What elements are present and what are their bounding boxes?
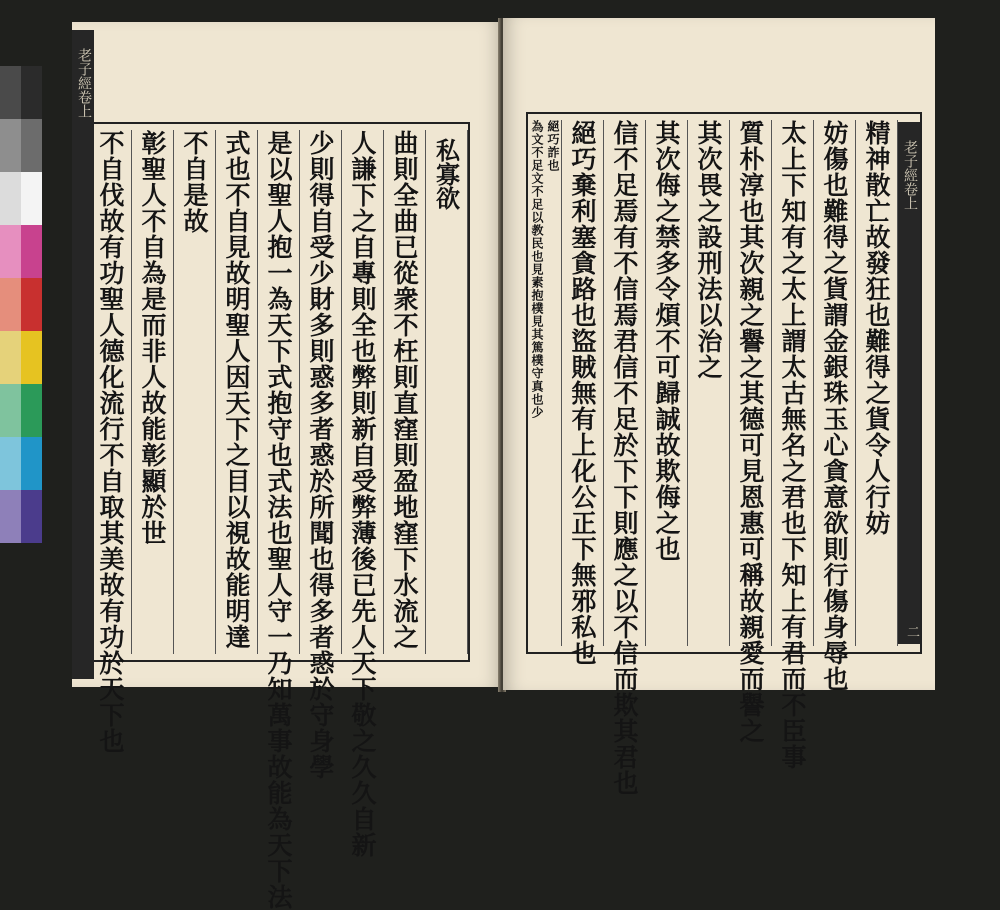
right-margin-title: 老子經卷上 bbox=[902, 140, 918, 210]
right-column-text: 其次畏之設刑法以治之 bbox=[694, 120, 723, 380]
left-column-text: 曲則全曲已從衆不枉則直窪則盈地窪下水流之 bbox=[390, 130, 419, 650]
left-column-5 bbox=[215, 130, 258, 654]
color-swatch bbox=[0, 66, 21, 119]
right-column-8 bbox=[561, 120, 604, 666]
color-swatch bbox=[21, 225, 42, 278]
color-swatch bbox=[0, 225, 21, 278]
right-column-text: 妨傷也難得之貨謂金銀珠玉心貪意欲則行傷身辱也 bbox=[820, 120, 849, 692]
right-column-text: 為文不足文不足以教民也見素抱樸見其篤樸守真也少 bbox=[530, 120, 544, 419]
left-column-text: 不自是故 bbox=[180, 130, 209, 234]
color-swatch bbox=[21, 119, 42, 172]
right-text-frame bbox=[526, 112, 922, 796]
right-page-number: 二 bbox=[904, 625, 919, 638]
color-swatch bbox=[0, 437, 21, 490]
right-column-text: 絕巧棄利塞貪路也盜賊無有上化公正下無邪私也 bbox=[568, 120, 597, 666]
left-text-frame bbox=[76, 122, 470, 910]
color-swatch bbox=[0, 172, 21, 225]
right-column-text: 精神散亡故發狂也難得之貨令人行妨 bbox=[862, 120, 891, 536]
color-swatch bbox=[0, 331, 21, 384]
left-column-1 bbox=[383, 130, 426, 654]
right-column-4 bbox=[729, 120, 772, 744]
left-column-6 bbox=[173, 130, 216, 654]
right-column-3 bbox=[771, 120, 814, 770]
right-column-2 bbox=[813, 120, 856, 692]
left-column-text: 人謙下之自專則全也弊則新自受弊薄後已先人天下敬之久久自新 bbox=[348, 130, 377, 858]
color-swatch bbox=[21, 490, 42, 543]
right-margin-strip bbox=[898, 122, 920, 644]
left-column-text: 式也不自見故明聖人因天下之目以視故能明達 bbox=[222, 130, 251, 650]
left-column-text: 少則得自受少財多則惑多者惑於所聞也得多者惑於守身學 bbox=[306, 130, 335, 780]
color-swatch bbox=[21, 66, 42, 119]
color-swatch bbox=[21, 172, 42, 225]
right-column-6 bbox=[645, 120, 688, 646]
right-column-text: 絕巧詐也 bbox=[546, 120, 560, 172]
color-swatch bbox=[21, 331, 42, 384]
left-heading: 私寡欲 bbox=[431, 138, 461, 210]
left-column-text: 彰聖人不自為是而非人故能彰顯於世 bbox=[138, 130, 167, 546]
right-page bbox=[503, 18, 935, 796]
left-column-8 bbox=[89, 130, 132, 754]
color-calibration-strip bbox=[0, 66, 42, 544]
right-column-10 bbox=[528, 120, 546, 646]
right-column-1 bbox=[855, 120, 898, 646]
right-column-9 bbox=[545, 120, 562, 646]
color-swatch bbox=[21, 384, 42, 437]
color-swatch bbox=[0, 119, 21, 172]
right-column-7 bbox=[603, 120, 646, 796]
right-column-text: 其次侮之禁多令煩不可歸誠故欺侮之也 bbox=[652, 120, 681, 562]
left-column-text: 是以聖人抱一為天下式抱守也式法也聖人守一乃知萬事故能為天下法 bbox=[264, 130, 293, 910]
left-column-4 bbox=[257, 130, 300, 910]
right-column-text: 信不足焉有不信焉君信不足於下下則應之以不信而欺其君也 bbox=[610, 120, 639, 796]
right-column-text: 質朴淳也其次親之譽之其德可見恩惠可稱故親愛而譽之 bbox=[736, 120, 765, 744]
left-margin-strip bbox=[72, 30, 94, 679]
left-margin-title: 老子經卷上 bbox=[76, 48, 92, 118]
left-column-2 bbox=[341, 130, 384, 858]
right-column-5 bbox=[687, 120, 730, 646]
left-heading-column bbox=[425, 130, 468, 654]
left-page bbox=[72, 22, 500, 910]
left-column-7 bbox=[131, 130, 174, 654]
color-swatch bbox=[0, 384, 21, 437]
color-swatch bbox=[21, 437, 42, 490]
color-swatch bbox=[0, 278, 21, 331]
color-swatch bbox=[0, 490, 21, 543]
left-column-3 bbox=[299, 130, 342, 780]
left-column-text: 不自伐故有功聖人德化流行不自取其美故有功於天下也 bbox=[96, 130, 125, 754]
color-swatch bbox=[21, 278, 42, 331]
right-column-text: 太上下知有之太上謂太古無名之君也下知上有君而不臣事 bbox=[778, 120, 807, 770]
